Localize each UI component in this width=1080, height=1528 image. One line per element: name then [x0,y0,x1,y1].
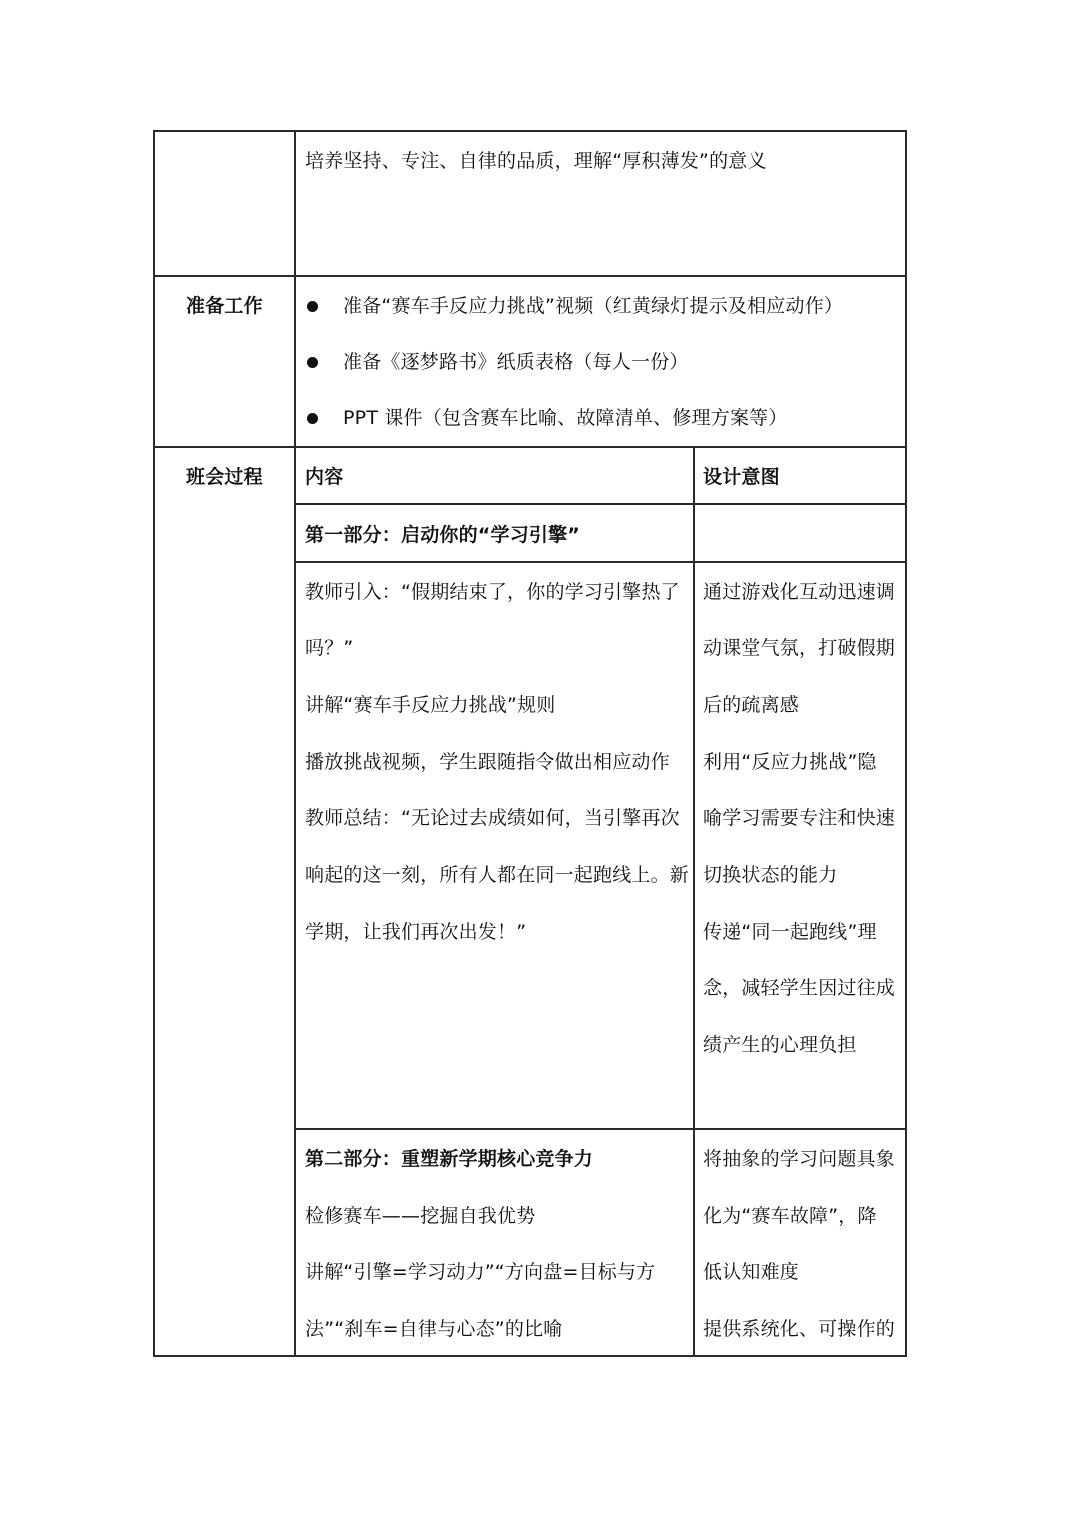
table-border-top [153,130,907,132]
part1-intent-line: 绩产生的心理负担 [703,1034,857,1056]
part1-title: 第一部分：启动你的“学习引擎” [305,524,580,546]
table-border-label-divider [294,130,296,1357]
part2-intent-line: 低认知难度 [703,1261,800,1283]
part1-content-line: 吗？” [305,637,354,659]
part1-intent-line: 切换状态的能力 [703,864,838,886]
part1-content-line: 教师引入：“假期结束了，你的学习引擎热了 [305,581,680,603]
part2-intent-line: 将抽象的学习问题具象 [703,1148,896,1170]
bullet-icon [307,301,318,312]
part2-intent-line: 提供系统化、可操作的 [703,1318,896,1340]
table-row-divider-preparation [153,446,907,448]
part1-content-line: 播放挑战视频，学生跟随指令做出相应动作 [305,751,670,773]
table-border-left [153,130,155,1357]
part1-intent-line: 通过游戏化互动迅速调 [703,581,896,603]
part1-intent-line: 传递“同一起跑线”理 [703,921,877,943]
part1-intent-line: 利用“反应力挑战”隐 [703,751,877,773]
part2-title: 第二部分：重塑新学期核心竞争力 [305,1148,594,1170]
header-intent: 设计意图 [703,466,780,488]
table-border-right [905,130,907,1357]
part1-content-line: 教师总结：“无论过去成绩如何，当引擎再次 [305,807,680,829]
part2-content-line: 检修赛车——挖掘自我优势 [305,1205,536,1227]
table-border-intent-divider [693,446,695,1357]
preparation-item-2: 准备《逐梦路书》纸质表格（每人一份） [343,351,689,373]
table-row-divider-header [294,503,907,505]
part2-intent-line: 化为“赛车故障”，降 [703,1205,877,1227]
table-row-divider-part1-body [294,1128,907,1130]
preparation-item-3: PPT 课件（包含赛车比喻、故障清单、修理方案等） [343,407,788,429]
process-label: 班会过程 [186,466,263,488]
preparation-item-1: 准备“赛车手反应力挑战”视频（红黄绿灯提示及相应动作） [343,295,844,317]
objective-text: 培养坚持、专注、自律的品质，理解“厚积薄发”的意义 [305,150,767,172]
part1-intent-line: 喻学习需要专注和快速 [703,807,896,829]
part1-intent-line: 念，减轻学生因过往成 [703,977,896,999]
part1-content-line: 学期，让我们再次出发！” [305,921,527,943]
table-row-divider-objective [153,275,907,277]
bullet-icon [307,357,318,368]
part1-intent-line: 动课堂气氛，打破假期 [703,637,896,659]
bullet-icon [307,413,318,424]
header-content: 内容 [305,466,344,488]
preparation-label: 准备工作 [186,295,263,317]
table-row-divider-part1-title [294,561,907,563]
part2-content-line: 法”“刹车=自律与心态”的比喻 [305,1318,563,1340]
part1-content-line: 讲解“赛车手反应力挑战”规则 [305,694,556,716]
table-border-bottom [153,1355,907,1357]
part1-content-line: 响起的这一刻，所有人都在同一起跑线上。新 [305,864,690,886]
part1-intent-line: 后的疏离感 [703,694,800,716]
part2-content-line: 讲解“引擎=学习动力”“方向盘=目标与方 [305,1261,656,1283]
